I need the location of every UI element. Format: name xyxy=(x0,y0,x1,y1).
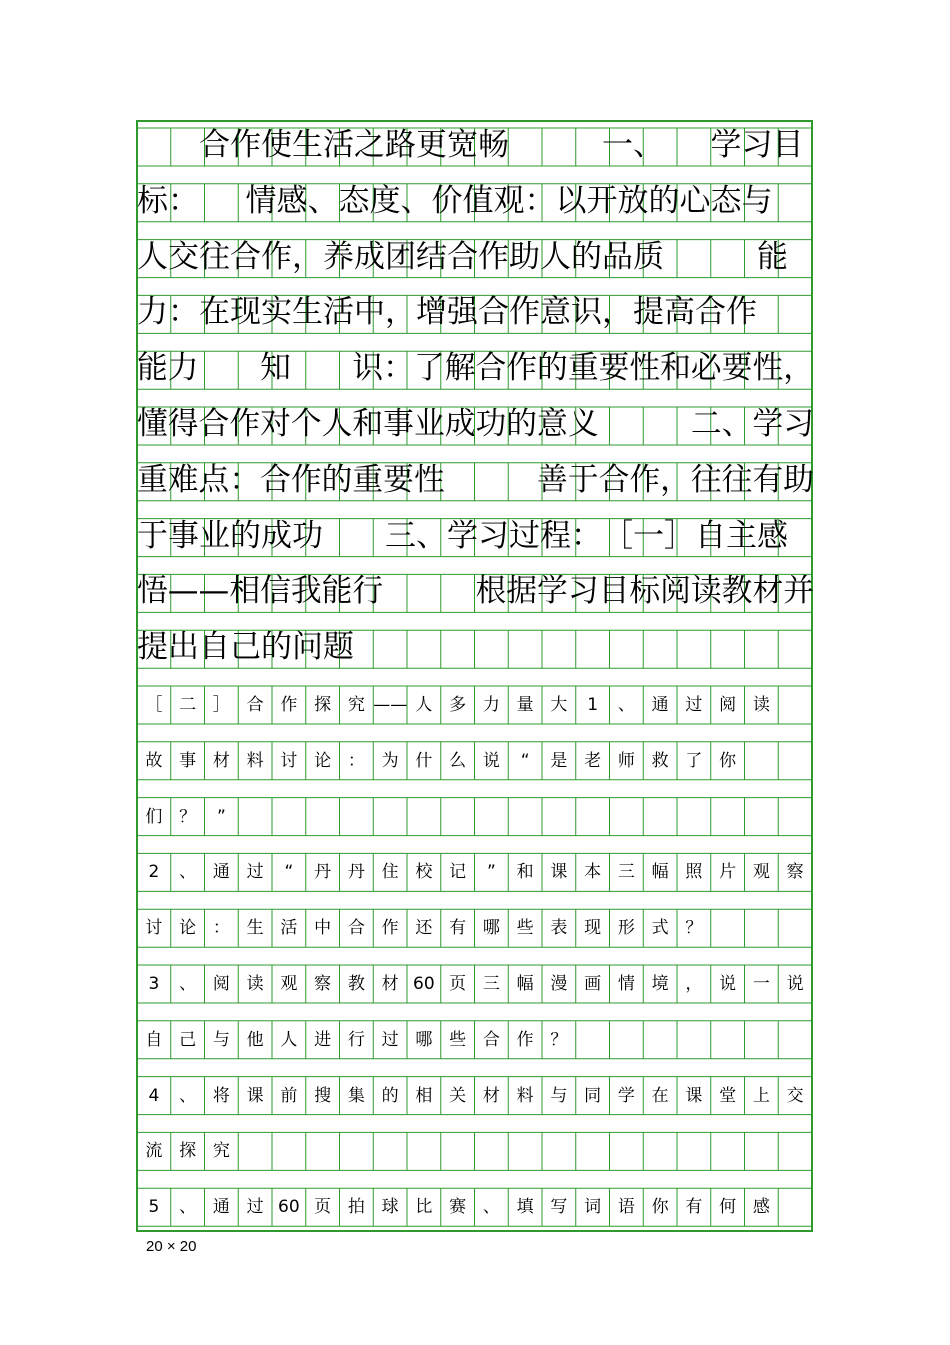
grid-cell-char: 些 xyxy=(516,918,534,939)
grid-cell-char: 究 xyxy=(212,1141,230,1162)
grid-cell-char: 照 xyxy=(685,862,703,883)
grid-cell-char: 漫 xyxy=(550,974,568,994)
grid-cell-char: 材 xyxy=(381,974,399,994)
grid-cell-char: 察 xyxy=(314,974,332,994)
grid-cell-char: 相 xyxy=(415,1085,433,1106)
grid-cell-char: 你 xyxy=(651,1197,669,1218)
grid-cell-char: 材 xyxy=(212,750,230,771)
grid-cell-char: 你 xyxy=(719,750,737,771)
grid-cell-char: 读 xyxy=(246,974,264,994)
grid-cell-char: 和 xyxy=(516,862,534,883)
grid-cell-char: 有 xyxy=(685,1197,703,1218)
grid-cell-char: 自 xyxy=(145,1029,163,1050)
grid-cell-char: 上 xyxy=(752,1085,770,1106)
grid-cell-char: 与 xyxy=(212,1029,230,1050)
grid-cell-char: 、 xyxy=(179,1085,197,1106)
grid-cell-char: 有 xyxy=(449,918,467,939)
grid-cell-char: 大 xyxy=(550,695,568,715)
grid-cell-char: 幅 xyxy=(651,862,669,883)
grid-cell-char: 探 xyxy=(179,1141,197,1162)
grid-cell-char: ： xyxy=(212,918,230,939)
grid-cell-char: 观 xyxy=(280,974,298,994)
grid-cell-char: 1 xyxy=(587,695,599,715)
grid-cell-char: 三 xyxy=(482,974,500,994)
grid-cell-char: 探 xyxy=(314,695,332,715)
grid-cell-char: 感 xyxy=(752,1197,770,1218)
grid-cell-char: 境 xyxy=(651,974,669,994)
big-text-line: 合作使生活之路更宽畅 一、 学习目 xyxy=(137,127,804,163)
grid-cell-char: 写 xyxy=(550,1197,568,1218)
grid-cell-char: ］ xyxy=(212,695,230,715)
big-text-line: 人交往合作，养成团结合作助人的品质 能 xyxy=(137,238,788,275)
grid-cell-char: 前 xyxy=(280,1085,298,1106)
grid-cell-char: 4 xyxy=(148,1085,160,1106)
grid-cell-char: 力 xyxy=(482,695,500,715)
grid-cell-char: 校 xyxy=(415,862,433,883)
grid-cell-char: 哪 xyxy=(415,1029,433,1050)
grid-cell-char: 画 xyxy=(584,974,602,994)
grid-cell-char: 堂 xyxy=(719,1085,737,1106)
grid-cell-char: ？ xyxy=(550,1029,568,1050)
grid-cell-char: 论 xyxy=(179,918,197,939)
grid-cell-char: 么 xyxy=(449,750,467,771)
grid-cell-char: 、 xyxy=(179,974,197,994)
grid-cell-char: 通 xyxy=(212,862,230,883)
grid-cell-char: 说 xyxy=(482,750,500,771)
grid-cell-char: 赛 xyxy=(449,1197,467,1218)
grid-cell-char: ： xyxy=(347,750,365,771)
grid-cell-char: 5 xyxy=(148,1197,160,1218)
grid-cell-char: 60 xyxy=(413,974,435,994)
grid-cell-char: 拍 xyxy=(347,1197,365,1218)
grid-cell-char: 课 xyxy=(685,1085,703,1106)
grid-cell-char: 们 xyxy=(145,806,163,827)
grid-cell-char: 本 xyxy=(584,862,602,883)
grid-cell-char: 量 xyxy=(516,695,534,715)
grid-cell-char: 过 xyxy=(246,1197,264,1218)
grid-cell-char: 阅 xyxy=(719,695,737,715)
grid-cell-char: 是 xyxy=(550,750,568,771)
grid-cell-char: 人 xyxy=(415,695,433,715)
grid-cell-char: 现 xyxy=(584,918,602,939)
grid-cell-char: 填 xyxy=(516,1197,534,1218)
grid-cell-char: 流 xyxy=(145,1141,163,1162)
grid-cell-char: ？ xyxy=(685,918,703,939)
grid-cell-char: “ xyxy=(520,750,530,771)
grid-cell-char: 为 xyxy=(381,750,399,771)
grid-cell-char: 形 xyxy=(617,918,635,939)
grid-cell-char: 词 xyxy=(584,1197,602,1218)
grid-cell-char: 幅 xyxy=(516,974,534,994)
grid-cell-char: 课 xyxy=(246,1085,264,1106)
grid-cell-char: 阅 xyxy=(212,974,230,994)
grid-cell-char: 关 xyxy=(449,1085,467,1106)
grid-cell-char: 察 xyxy=(786,862,804,883)
grid-cell-char: 比 xyxy=(415,1197,433,1218)
grid-cell-char: 料 xyxy=(246,750,264,771)
grid-cell-char: 的 xyxy=(381,1085,399,1106)
big-text-line: 于事业的成功 三、学习过程： ［一］自主感 xyxy=(137,517,788,554)
grid-cell-char: ” xyxy=(216,806,226,827)
grid-cell-char: 住 xyxy=(381,862,399,883)
grid-cell-char: 师 xyxy=(617,750,635,771)
grid-cell-char: 进 xyxy=(314,1029,332,1050)
grid-cell-char: 3 xyxy=(148,974,160,994)
grid-cell-char: 些 xyxy=(449,1029,467,1050)
grid-cell-char: 页 xyxy=(314,1197,332,1218)
grid-cell-char: 2 xyxy=(148,862,160,883)
grid-cell-char: 式 xyxy=(651,918,669,939)
grid-cell-char: 教 xyxy=(347,974,365,994)
grid-cell-char: ？ xyxy=(179,806,197,827)
big-text-line: 标： 情感、态度、价值观：以开放的心态与 xyxy=(137,182,773,219)
big-text-line: 能力 知 识：了解合作的重要性和必要性， xyxy=(137,350,814,387)
big-text-line: 悟——相信我能行 根据学习目标阅读教材并 xyxy=(137,573,814,610)
grid-cell-char: 事 xyxy=(179,750,197,771)
grid-cell-char: 球 xyxy=(381,1197,399,1218)
grid-cell-char: 老 xyxy=(584,750,602,771)
grid-cell-char: 交 xyxy=(786,1085,804,1106)
grid-cell-char: 、 xyxy=(482,1197,500,1218)
grid-cell-char: 讨 xyxy=(280,750,298,771)
grid-cell-char: 、 xyxy=(617,695,635,715)
grid-cell-char: 作 xyxy=(516,1029,534,1050)
grid-cell-char: 、 xyxy=(179,862,197,883)
grid-cell-char: ［ xyxy=(145,695,163,715)
grid-cell-char: 救 xyxy=(651,750,669,771)
grid-cell-char: 集 xyxy=(347,1085,365,1106)
grid-cell-char: 通 xyxy=(651,695,669,715)
big-text-line: 重难点：合作的重要性 善于合作，往往有助 xyxy=(137,461,814,498)
grid-cell-char: 、 xyxy=(179,1197,197,1218)
grid-cell-char: 语 xyxy=(617,1197,635,1218)
grid-cell-char: 了 xyxy=(685,750,703,771)
grid-cell-char: “ xyxy=(284,862,294,883)
grid-cell-char: 三 xyxy=(617,862,635,883)
grid-cell-char: 材 xyxy=(482,1085,500,1106)
grid-cell-char: 作 xyxy=(280,695,298,715)
grid-cell-char: 合 xyxy=(347,918,365,939)
grid-cell-char: 论 xyxy=(314,750,332,771)
grid-cell-char: 页 xyxy=(449,974,467,994)
grid-cell-char: 观 xyxy=(752,862,770,883)
grid-cell-char: 通 xyxy=(212,1197,230,1218)
grid-cell-char: 将 xyxy=(212,1085,230,1106)
grid-cell-char: 合 xyxy=(246,695,264,715)
grid-cell-char: 作 xyxy=(381,918,399,939)
grid-cell-char: 丹 xyxy=(314,862,332,883)
big-text-line: 力：在现实生活中，增强合作意识，提高合作 xyxy=(137,294,757,331)
big-text-line: 提出自己的问题 xyxy=(137,629,354,666)
grid-cell-char: 己 xyxy=(179,1029,197,1050)
grid-cell-char: 合 xyxy=(482,1029,500,1050)
grid-cell-char: ， xyxy=(685,974,703,994)
grid-cell-char: 活 xyxy=(280,918,298,939)
grid-cell-char: 料 xyxy=(516,1085,534,1106)
grid-cell-char: 人 xyxy=(280,1029,298,1050)
grid-cell-char: 情 xyxy=(617,974,635,994)
grid-cell-char: 读 xyxy=(752,695,770,715)
grid-cell-char: 在 xyxy=(651,1085,669,1106)
grid-cell-char: 说 xyxy=(786,974,804,994)
grid-cell-char: ” xyxy=(486,862,496,883)
grid-cell-char: 丹 xyxy=(347,862,365,883)
grid-cell-char: 过 xyxy=(685,695,703,715)
grid-cell-char: 一 xyxy=(752,974,770,994)
grid-cell-char: 哪 xyxy=(482,918,500,939)
grid-cell-char: 二 xyxy=(179,695,197,715)
grid-cell-char: 行 xyxy=(347,1029,365,1050)
grid-cell-char: 过 xyxy=(381,1029,399,1050)
grid-cell-char: 学 xyxy=(617,1085,635,1106)
grid-cell-char: 生 xyxy=(246,918,264,939)
big-text-line: 懂得合作对个人和事业成功的意义 二、学习 xyxy=(137,406,814,442)
grid-cell-char: 还 xyxy=(415,918,433,939)
grid-cell-char: 什 xyxy=(415,750,433,771)
grid-cell-char: 究 xyxy=(347,695,365,715)
grid-cell-char: 表 xyxy=(550,918,568,939)
grid-cell-char: 讨 xyxy=(145,918,163,939)
grid-size-label: 20 × 20 xyxy=(146,1238,197,1255)
grid-cell-char: 说 xyxy=(719,974,737,994)
grid-cell-char: 多 xyxy=(449,695,467,715)
grid-cell-char: 他 xyxy=(246,1029,264,1050)
grid-border xyxy=(137,121,812,1231)
grid-cell-char: 过 xyxy=(246,862,264,883)
grid-cell-char: 故 xyxy=(145,750,163,771)
grid-cell-char: 课 xyxy=(550,862,568,883)
grid-cell-char: 搜 xyxy=(314,1085,332,1106)
grid-cell-char: 60 xyxy=(278,1197,300,1218)
grid-cell-char: 同 xyxy=(584,1085,602,1106)
grid-cell-char: 片 xyxy=(719,862,737,883)
grid-cell-char: 中 xyxy=(314,918,332,939)
grid-cell-char: 与 xyxy=(550,1085,568,1106)
grid-cell-char: 何 xyxy=(719,1197,737,1218)
grid-cell-char: 记 xyxy=(449,862,467,883)
grid-cell-char: —— xyxy=(373,695,408,715)
